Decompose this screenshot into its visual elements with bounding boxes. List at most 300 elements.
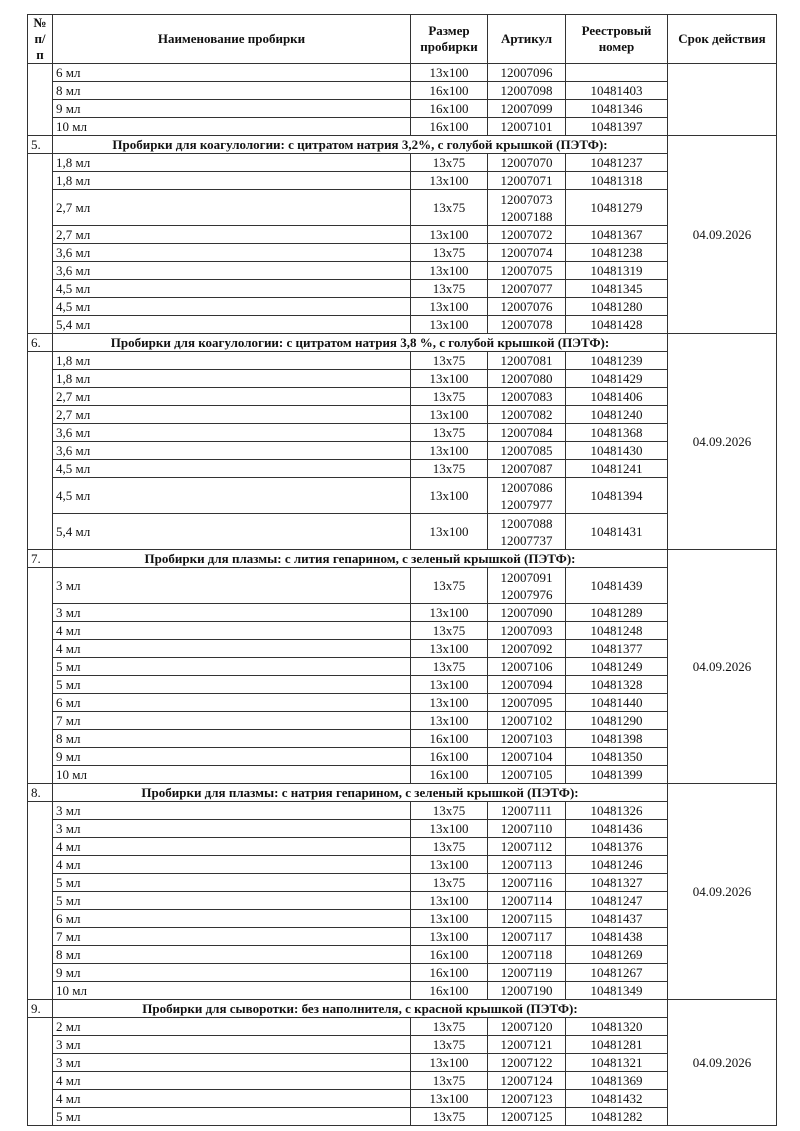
table-row bbox=[28, 568, 777, 604]
row-number-empty bbox=[28, 802, 53, 1000]
tube-size: 13x75 bbox=[411, 874, 488, 892]
tube-article bbox=[488, 442, 566, 460]
section-title: Пробирки для плазмы: с лития гепарином, с зеленый крышкой (ПЭТФ): bbox=[53, 550, 668, 568]
tube-article bbox=[488, 856, 566, 874]
tube-registry: 10481432 bbox=[566, 1090, 668, 1108]
header-validity: Срок действия bbox=[668, 15, 777, 64]
section-title: Пробирки для коагулологии: с цитратом натрия 3,8 %, с голубой крышкой (ПЭТФ): bbox=[53, 334, 668, 352]
tube-name: 7 мл bbox=[53, 928, 411, 946]
header-name: Наименование пробирки bbox=[53, 15, 411, 64]
tube-name: 3 мл bbox=[53, 802, 411, 820]
tube-size: 13x75 bbox=[411, 1036, 488, 1054]
header-num: № п/п bbox=[28, 15, 53, 64]
table-row bbox=[28, 748, 777, 766]
tube-size: 13x75 bbox=[411, 838, 488, 856]
article-number: 12007120 bbox=[500, 1019, 553, 1034]
tube-registry: 10481350 bbox=[566, 748, 668, 766]
tube-name: 10 мл bbox=[53, 982, 411, 1000]
tube-size: 13x100 bbox=[411, 1054, 488, 1072]
tube-registry: 10481377 bbox=[566, 640, 668, 658]
tube-name: 4,5 мл bbox=[53, 298, 411, 316]
tube-registry: 10481321 bbox=[566, 1054, 668, 1072]
tube-size: 13x100 bbox=[411, 64, 488, 82]
table-row bbox=[28, 244, 777, 262]
table-row bbox=[28, 442, 777, 460]
tube-name: 2,7 мл bbox=[53, 406, 411, 424]
tube-name: 3 мл bbox=[53, 568, 411, 604]
article-number: 12007124 bbox=[500, 1073, 553, 1088]
article-number: 12007114 bbox=[500, 893, 553, 908]
tube-size: 13x100 bbox=[411, 910, 488, 928]
tube-article bbox=[488, 730, 566, 748]
tube-name: 3 мл bbox=[53, 820, 411, 838]
tube-name: 4 мл bbox=[53, 640, 411, 658]
tube-article bbox=[488, 640, 566, 658]
table-row bbox=[28, 514, 777, 550]
article-number: 12007123 bbox=[500, 1091, 553, 1106]
tube-article bbox=[488, 838, 566, 856]
tube-name: 1,8 мл bbox=[53, 172, 411, 190]
tube-size: 13x100 bbox=[411, 712, 488, 730]
tube-article bbox=[488, 1090, 566, 1108]
tube-size: 16x100 bbox=[411, 730, 488, 748]
table-row bbox=[28, 226, 777, 244]
article-number: 12007071 bbox=[500, 173, 553, 188]
table-row bbox=[28, 1054, 777, 1072]
tube-registry: 10481368 bbox=[566, 424, 668, 442]
table-row bbox=[28, 694, 777, 712]
article-number: 12007096 bbox=[500, 65, 553, 80]
tube-article bbox=[488, 424, 566, 442]
tube-article bbox=[488, 82, 566, 100]
tube-article bbox=[488, 748, 566, 766]
tube-size: 16x100 bbox=[411, 946, 488, 964]
article-number: 12007113 bbox=[500, 857, 553, 872]
tube-size: 13x100 bbox=[411, 694, 488, 712]
tube-size: 13x75 bbox=[411, 802, 488, 820]
tube-registry: 10481399 bbox=[566, 766, 668, 784]
table-row bbox=[28, 370, 777, 388]
tube-article bbox=[488, 604, 566, 622]
tube-size: 13x75 bbox=[411, 280, 488, 298]
article-number: 12007112 bbox=[500, 839, 553, 854]
tube-name: 1,8 мл bbox=[53, 370, 411, 388]
tube-size: 13x75 bbox=[411, 658, 488, 676]
tube-name: 2,7 мл bbox=[53, 388, 411, 406]
article-number: 12007075 bbox=[500, 263, 553, 278]
tube-name: 5 мл bbox=[53, 676, 411, 694]
tube-size: 16x100 bbox=[411, 100, 488, 118]
tube-name: 5 мл bbox=[53, 1108, 411, 1126]
tube-name: 3 мл bbox=[53, 604, 411, 622]
tube-registry: 10481439 bbox=[566, 568, 668, 604]
table-row bbox=[28, 1036, 777, 1054]
tube-registry: 10481346 bbox=[566, 100, 668, 118]
tube-article bbox=[488, 820, 566, 838]
tube-name: 4,5 мл bbox=[53, 478, 411, 514]
article-number: 12007110 bbox=[500, 821, 553, 836]
table-row bbox=[28, 1018, 777, 1036]
tube-registry: 10481280 bbox=[566, 298, 668, 316]
tube-name: 4 мл bbox=[53, 1090, 411, 1108]
tube-registry: 10481281 bbox=[566, 1036, 668, 1054]
table-row bbox=[28, 856, 777, 874]
table-row bbox=[28, 172, 777, 190]
tube-registry: 10481318 bbox=[566, 172, 668, 190]
table-row bbox=[28, 1090, 777, 1108]
tube-name: 4 мл bbox=[53, 838, 411, 856]
tube-size: 13x100 bbox=[411, 1090, 488, 1108]
article-number: 12007190 bbox=[500, 983, 553, 998]
article-number: 12007102 bbox=[500, 713, 553, 728]
article-number: 12007085 bbox=[500, 443, 553, 458]
table-row bbox=[28, 730, 777, 748]
tube-name: 3 мл bbox=[53, 1036, 411, 1054]
table-header-row bbox=[28, 15, 777, 64]
article-number: 12007087 bbox=[500, 461, 553, 476]
tube-article bbox=[488, 676, 566, 694]
tube-size: 13x100 bbox=[411, 856, 488, 874]
tube-name: 4,5 мл bbox=[53, 460, 411, 478]
tube-registry: 10481238 bbox=[566, 244, 668, 262]
table-row bbox=[28, 622, 777, 640]
tube-registry: 10481282 bbox=[566, 1108, 668, 1126]
table-row bbox=[28, 820, 777, 838]
tube-size: 13x100 bbox=[411, 172, 488, 190]
tube-size: 13x100 bbox=[411, 820, 488, 838]
tube-size: 13x75 bbox=[411, 460, 488, 478]
tube-article bbox=[488, 910, 566, 928]
tube-registry: 10481240 bbox=[566, 406, 668, 424]
tube-article bbox=[488, 568, 566, 604]
table-row bbox=[28, 388, 777, 406]
tube-article bbox=[488, 388, 566, 406]
tube-name: 10 мл bbox=[53, 766, 411, 784]
row-number-empty bbox=[28, 1018, 53, 1126]
tube-registry: 10481241 bbox=[566, 460, 668, 478]
tube-name: 1,8 мл bbox=[53, 352, 411, 370]
tube-size: 13x75 bbox=[411, 388, 488, 406]
tube-registry: 10481440 bbox=[566, 694, 668, 712]
tube-size: 13x75 bbox=[411, 1072, 488, 1090]
section-title: Пробирки для сыворотки: без наполнителя, с красной крышкой (ПЭТФ): bbox=[53, 1000, 668, 1018]
article-number: 12007074 bbox=[500, 245, 553, 260]
header-registry: Реестровый номер bbox=[566, 15, 668, 64]
tube-article bbox=[488, 280, 566, 298]
tube-registry: 10481269 bbox=[566, 946, 668, 964]
article-number: 12007977 bbox=[500, 496, 553, 512]
tube-name: 7 мл bbox=[53, 712, 411, 730]
table-row bbox=[28, 316, 777, 334]
section-header-row bbox=[28, 1000, 777, 1018]
tube-size: 13x75 bbox=[411, 622, 488, 640]
tube-name: 6 мл bbox=[53, 694, 411, 712]
tube-registry: 10481289 bbox=[566, 604, 668, 622]
article-number: 12007099 bbox=[500, 101, 553, 116]
section-header-row bbox=[28, 136, 777, 154]
tube-name: 5 мл bbox=[53, 892, 411, 910]
tube-article bbox=[488, 460, 566, 478]
table-row bbox=[28, 766, 777, 784]
article-number: 12007088 bbox=[500, 515, 553, 531]
tube-size: 13x100 bbox=[411, 892, 488, 910]
article-number: 12007125 bbox=[500, 1109, 553, 1124]
tube-registry: 10481326 bbox=[566, 802, 668, 820]
tube-name: 8 мл bbox=[53, 730, 411, 748]
tube-registry: 10481327 bbox=[566, 874, 668, 892]
article-number: 12007118 bbox=[500, 947, 553, 962]
validity-date: 04.09.2026 bbox=[668, 550, 777, 784]
article-number: 12007095 bbox=[500, 695, 553, 710]
tube-name: 3,6 мл bbox=[53, 442, 411, 460]
tube-name: 9 мл bbox=[53, 748, 411, 766]
tube-registry: 10481239 bbox=[566, 352, 668, 370]
tube-size: 13x100 bbox=[411, 226, 488, 244]
tube-article bbox=[488, 514, 566, 550]
tube-name: 3,6 мл bbox=[53, 424, 411, 442]
header-size: Размер пробирки bbox=[411, 15, 488, 64]
tube-article bbox=[488, 226, 566, 244]
table-row bbox=[28, 262, 777, 280]
table-row bbox=[28, 64, 777, 82]
article-number: 12007116 bbox=[500, 875, 553, 890]
tube-registry: 10481249 bbox=[566, 658, 668, 676]
validity-date: 04.09.2026 bbox=[668, 1000, 777, 1126]
tube-name: 5,4 мл bbox=[53, 316, 411, 334]
tube-article bbox=[488, 1072, 566, 1090]
tube-size: 16x100 bbox=[411, 766, 488, 784]
tube-article bbox=[488, 262, 566, 280]
tube-registry: 10481248 bbox=[566, 622, 668, 640]
tube-article bbox=[488, 190, 566, 226]
article-number: 12007976 bbox=[500, 586, 553, 602]
article-number: 12007080 bbox=[500, 371, 553, 386]
tube-registry: 10481319 bbox=[566, 262, 668, 280]
tube-article bbox=[488, 1054, 566, 1072]
tube-size: 13x75 bbox=[411, 424, 488, 442]
tube-size: 13x75 bbox=[411, 352, 488, 370]
tube-registry: 10481349 bbox=[566, 982, 668, 1000]
table-row bbox=[28, 1108, 777, 1126]
tube-registry: 10481394 bbox=[566, 478, 668, 514]
tube-registry: 10481246 bbox=[566, 856, 668, 874]
tube-size: 13x100 bbox=[411, 316, 488, 334]
tube-article bbox=[488, 1108, 566, 1126]
section-number: 7. bbox=[28, 550, 53, 568]
article-number: 12007076 bbox=[500, 299, 553, 314]
tube-name: 4 мл bbox=[53, 1072, 411, 1090]
tube-name: 6 мл bbox=[53, 910, 411, 928]
tube-article bbox=[488, 478, 566, 514]
article-number: 12007078 bbox=[500, 317, 553, 332]
article-number: 12007117 bbox=[500, 929, 553, 944]
tube-article bbox=[488, 406, 566, 424]
tube-name: 6 мл bbox=[53, 64, 411, 82]
tube-registry: 10481279 bbox=[566, 190, 668, 226]
tube-size: 16x100 bbox=[411, 748, 488, 766]
tube-registry: 10481437 bbox=[566, 910, 668, 928]
article-number: 12007070 bbox=[500, 155, 553, 170]
tube-size: 16x100 bbox=[411, 982, 488, 1000]
tube-article bbox=[488, 694, 566, 712]
tube-name: 3,6 мл bbox=[53, 244, 411, 262]
tube-article bbox=[488, 100, 566, 118]
section-header-row bbox=[28, 784, 777, 802]
table-row bbox=[28, 964, 777, 982]
tube-article bbox=[488, 370, 566, 388]
table-row bbox=[28, 874, 777, 892]
tube-name: 3 мл bbox=[53, 1054, 411, 1072]
table-row bbox=[28, 190, 777, 226]
tube-registry: 10481397 bbox=[566, 118, 668, 136]
tube-registry: 10481376 bbox=[566, 838, 668, 856]
table-row bbox=[28, 892, 777, 910]
tube-article bbox=[488, 658, 566, 676]
article-number: 12007084 bbox=[500, 425, 553, 440]
tube-size: 13x75 bbox=[411, 244, 488, 262]
tube-name: 2 мл bbox=[53, 1018, 411, 1036]
tube-size: 13x100 bbox=[411, 406, 488, 424]
tube-registry bbox=[566, 64, 668, 82]
tube-registry: 10481290 bbox=[566, 712, 668, 730]
article-number: 12007083 bbox=[500, 389, 553, 404]
tube-name: 4,5 мл bbox=[53, 280, 411, 298]
table-row bbox=[28, 82, 777, 100]
tube-article bbox=[488, 622, 566, 640]
tube-article bbox=[488, 874, 566, 892]
table-row bbox=[28, 352, 777, 370]
table-row bbox=[28, 838, 777, 856]
section-number: 9. bbox=[28, 1000, 53, 1018]
tube-registry: 10481267 bbox=[566, 964, 668, 982]
table-row bbox=[28, 946, 777, 964]
tube-name: 1,8 мл bbox=[53, 154, 411, 172]
table-row bbox=[28, 802, 777, 820]
row-number-empty bbox=[28, 154, 53, 334]
table-row bbox=[28, 100, 777, 118]
tube-registry: 10481237 bbox=[566, 154, 668, 172]
tube-size: 13x100 bbox=[411, 478, 488, 514]
article-number: 12007082 bbox=[500, 407, 553, 422]
tube-article bbox=[488, 766, 566, 784]
tube-name: 2,7 мл bbox=[53, 226, 411, 244]
article-number: 12007115 bbox=[500, 911, 553, 926]
tube-size: 13x75 bbox=[411, 190, 488, 226]
article-number: 12007121 bbox=[500, 1037, 553, 1052]
tube-article bbox=[488, 712, 566, 730]
article-number: 12007092 bbox=[500, 641, 553, 656]
tube-registry: 10481403 bbox=[566, 82, 668, 100]
table-row bbox=[28, 154, 777, 172]
validity-date: 04.09.2026 bbox=[668, 334, 777, 550]
tube-registry: 10481398 bbox=[566, 730, 668, 748]
tube-article bbox=[488, 298, 566, 316]
tube-article bbox=[488, 118, 566, 136]
table-row bbox=[28, 298, 777, 316]
tube-name: 5,4 мл bbox=[53, 514, 411, 550]
row-number-empty bbox=[28, 568, 53, 784]
tube-registry: 10481247 bbox=[566, 892, 668, 910]
article-number: 12007101 bbox=[500, 119, 553, 134]
tube-article bbox=[488, 154, 566, 172]
table-row bbox=[28, 982, 777, 1000]
tube-size: 13x100 bbox=[411, 262, 488, 280]
section-header-row bbox=[28, 334, 777, 352]
tube-article bbox=[488, 352, 566, 370]
tube-article bbox=[488, 964, 566, 982]
table-row bbox=[28, 406, 777, 424]
tube-registry: 10481428 bbox=[566, 316, 668, 334]
tube-name: 9 мл bbox=[53, 964, 411, 982]
tube-article bbox=[488, 64, 566, 82]
tube-registry: 10481320 bbox=[566, 1018, 668, 1036]
tube-size: 16x100 bbox=[411, 964, 488, 982]
tube-article bbox=[488, 802, 566, 820]
tube-article bbox=[488, 982, 566, 1000]
article-number: 12007188 bbox=[500, 208, 553, 224]
tube-name: 5 мл bbox=[53, 658, 411, 676]
table-row bbox=[28, 910, 777, 928]
article-number: 12007093 bbox=[500, 623, 553, 638]
tube-registry: 10481345 bbox=[566, 280, 668, 298]
tube-size: 16x100 bbox=[411, 82, 488, 100]
article-number: 12007098 bbox=[500, 83, 553, 98]
article-number: 12007106 bbox=[500, 659, 553, 674]
tube-registry: 10481429 bbox=[566, 370, 668, 388]
article-number: 12007072 bbox=[500, 227, 553, 242]
table-row bbox=[28, 928, 777, 946]
tube-registry: 10481430 bbox=[566, 442, 668, 460]
tube-registry: 10481436 bbox=[566, 820, 668, 838]
validity-date: 04.09.2026 bbox=[668, 784, 777, 1000]
tube-name: 10 мл bbox=[53, 118, 411, 136]
article-number: 12007737 bbox=[500, 532, 553, 548]
tube-registry: 10481367 bbox=[566, 226, 668, 244]
article-number: 12007094 bbox=[500, 677, 553, 692]
table-body bbox=[28, 64, 777, 1126]
tube-name: 5 мл bbox=[53, 874, 411, 892]
article-number: 12007081 bbox=[500, 353, 553, 368]
tube-name: 2,7 мл bbox=[53, 190, 411, 226]
article-number: 12007111 bbox=[500, 803, 553, 818]
article-number: 12007086 bbox=[500, 479, 553, 495]
table-row bbox=[28, 676, 777, 694]
tube-size: 13x75 bbox=[411, 154, 488, 172]
tube-registry: 10481431 bbox=[566, 514, 668, 550]
header-article: Артикул bbox=[488, 15, 566, 64]
tube-size: 13x75 bbox=[411, 1018, 488, 1036]
section-title: Пробирки для коагулологии: с цитратом натрия 3,2%, с голубой крышкой (ПЭТФ): bbox=[53, 136, 668, 154]
validity-date: 04.09.2026 bbox=[668, 136, 777, 334]
table-row bbox=[28, 604, 777, 622]
tube-registry: 10481438 bbox=[566, 928, 668, 946]
tube-size: 13x100 bbox=[411, 298, 488, 316]
article-number: 12007090 bbox=[500, 605, 553, 620]
tube-article bbox=[488, 928, 566, 946]
tube-article bbox=[488, 316, 566, 334]
tube-name: 3,6 мл bbox=[53, 262, 411, 280]
table-row bbox=[28, 658, 777, 676]
tube-size: 13x100 bbox=[411, 514, 488, 550]
section-title: Пробирки для плазмы: с натрия гепарином, с зеленый крышкой (ПЭТФ): bbox=[53, 784, 668, 802]
tube-article bbox=[488, 946, 566, 964]
table-row bbox=[28, 280, 777, 298]
tube-size: 13x75 bbox=[411, 568, 488, 604]
table-row bbox=[28, 118, 777, 136]
table-row bbox=[28, 478, 777, 514]
tube-size: 13x100 bbox=[411, 604, 488, 622]
tube-registry: 10481328 bbox=[566, 676, 668, 694]
